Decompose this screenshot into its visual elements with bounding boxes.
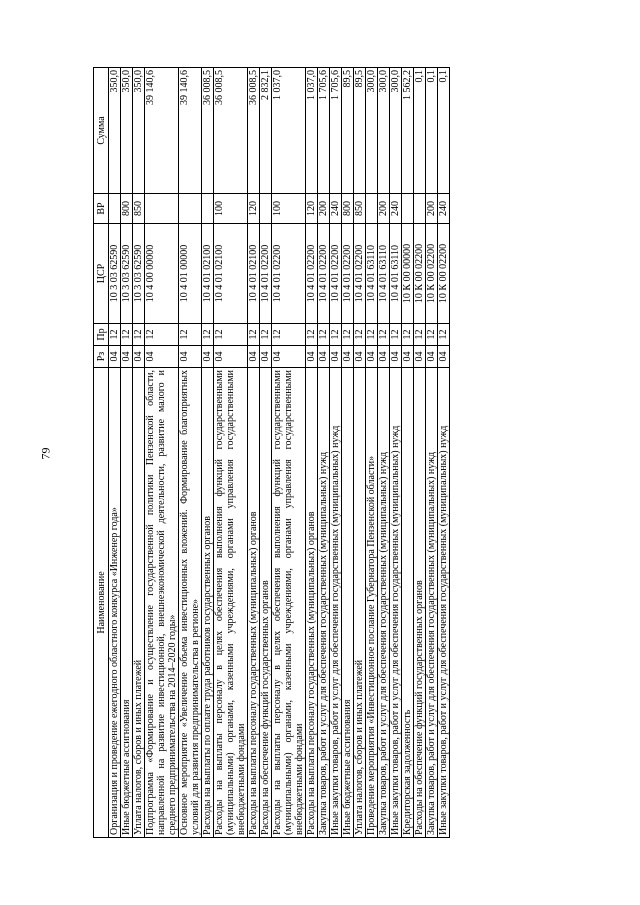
cell-sum: 39 140,6 xyxy=(145,68,179,194)
cell-name: Иные бюджетные ассигнования xyxy=(121,368,133,838)
cell-vr: 200 xyxy=(318,194,330,224)
cell-vr xyxy=(402,194,414,224)
cell-sum: 89,5 xyxy=(342,68,354,194)
cell-sum: 1 705,6 xyxy=(330,68,342,194)
cell-rz: 04 xyxy=(438,346,450,368)
cell-vr: 850 xyxy=(133,194,145,224)
cell-rz: 04 xyxy=(402,346,414,368)
cell-vr: 850 xyxy=(354,194,366,224)
table-row xyxy=(260,68,272,838)
cell-name: Иные бюджетные ассигнования xyxy=(342,368,354,838)
cell-name: Расходы на обеспечение функций государственных органов xyxy=(414,368,426,838)
table-row xyxy=(179,68,202,838)
budget-table xyxy=(93,67,450,838)
cell-sum: 0,1 xyxy=(438,68,450,194)
cell-pr: 12 xyxy=(366,324,378,346)
cell-name: Основное мероприятие «Увеличение объема инвестиционных вложений. Формирование благоприятных условий для развития предпринимательства в регионе» xyxy=(179,368,202,838)
cell-sum: 0,1 xyxy=(414,68,426,194)
cell-pr: 12 xyxy=(390,324,402,346)
cell-name: Расходы на выплаты персоналу государственных (муниципальных) органов xyxy=(306,368,318,838)
cell-name: Закупка товаров, работ и услуг для обеспечения государственных (муниципальных) нужд xyxy=(318,368,330,838)
cell-vr: 800 xyxy=(342,194,354,224)
cell-csr: 10 К 00 02200 xyxy=(438,224,450,324)
cell-csr: 10 4 01 63110 xyxy=(366,224,378,324)
cell-pr: 12 xyxy=(402,324,414,346)
cell-pr: 12 xyxy=(438,324,450,346)
header-pr: Пр xyxy=(94,324,109,346)
cell-rz: 04 xyxy=(145,346,179,368)
cell-rz: 04 xyxy=(109,346,121,368)
cell-rz: 04 xyxy=(378,346,390,368)
cell-rz: 04 xyxy=(426,346,438,368)
table-row xyxy=(121,68,133,838)
cell-vr: 240 xyxy=(438,194,450,224)
cell-name: Проведение мероприятия «Инвестиционное послание Губернатора Пензенской области» xyxy=(366,368,378,838)
cell-name: Иные закупки товаров, работ и услуг для обеспечения государственных (муниципальных) нужд xyxy=(390,368,402,838)
cell-csr: 10 4 01 02200 xyxy=(318,224,330,324)
cell-sum: 89,5 xyxy=(354,68,366,194)
cell-csr: 10 4 01 02200 xyxy=(260,224,272,324)
table-row xyxy=(306,68,318,838)
cell-pr: 12 xyxy=(330,324,342,346)
cell-vr: 240 xyxy=(330,194,342,224)
table-row xyxy=(330,68,342,838)
cell-name: Иные закупки товаров, работ и услуг для обеспечения государственных (муниципальных) нужд xyxy=(330,368,342,838)
cell-pr: 12 xyxy=(354,324,366,346)
cell-name: Расходы на выплаты персоналу государственных (муниципальных) органов xyxy=(248,368,260,838)
cell-sum: 300,0 xyxy=(366,68,378,194)
page-number: 79 xyxy=(38,447,53,460)
header-name: Наименование xyxy=(94,368,109,838)
table-header-row xyxy=(94,68,109,838)
cell-rz: 04 xyxy=(121,346,133,368)
table-row xyxy=(426,68,438,838)
cell-csr: 10 4 01 02200 xyxy=(330,224,342,324)
table-row xyxy=(390,68,402,838)
cell-name: Закупка товаров, работ и услуг для обеспечения государственных (муниципальных) нужд xyxy=(426,368,438,838)
cell-sum: 350,0 xyxy=(121,68,133,194)
cell-pr: 12 xyxy=(133,324,145,346)
table-row xyxy=(414,68,426,838)
table-row xyxy=(214,68,248,838)
header-csr: ЦСР xyxy=(94,224,109,324)
cell-rz: 04 xyxy=(354,346,366,368)
cell-rz: 04 xyxy=(414,346,426,368)
cell-vr xyxy=(202,194,214,224)
cell-pr: 12 xyxy=(342,324,354,346)
cell-rz: 04 xyxy=(318,346,330,368)
cell-vr: 120 xyxy=(306,194,318,224)
cell-name: Расходы на выплаты персоналу в целях обеспечения выполнения функций государственными (муниципальными) органами, казенными учреждениями, органами управления государственными внебюджетными фондами xyxy=(214,368,248,838)
cell-pr: 12 xyxy=(260,324,272,346)
cell-csr: 10 К 00 00000 xyxy=(402,224,414,324)
cell-pr: 12 xyxy=(145,324,179,346)
cell-rz: 04 xyxy=(330,346,342,368)
cell-vr: 200 xyxy=(378,194,390,224)
cell-rz: 04 xyxy=(306,346,318,368)
cell-sum: 0,1 xyxy=(426,68,438,194)
cell-pr: 12 xyxy=(272,324,306,346)
cell-rz: 04 xyxy=(248,346,260,368)
table-row xyxy=(378,68,390,838)
cell-sum: 1 705,6 xyxy=(318,68,330,194)
cell-vr: 800 xyxy=(121,194,133,224)
cell-csr: 10 4 01 02100 xyxy=(214,224,248,324)
cell-sum: 300,0 xyxy=(378,68,390,194)
header-rz: Рз xyxy=(94,346,109,368)
cell-pr: 12 xyxy=(248,324,260,346)
cell-csr: 10 4 01 02100 xyxy=(202,224,214,324)
cell-csr: 10 К 00 02200 xyxy=(426,224,438,324)
cell-csr: 10 К 00 02200 xyxy=(414,224,426,324)
cell-csr: 10 4 01 02200 xyxy=(342,224,354,324)
cell-vr xyxy=(414,194,426,224)
header-sum: Сумма xyxy=(94,68,109,194)
cell-csr: 10 4 01 63110 xyxy=(378,224,390,324)
cell-vr: 100 xyxy=(214,194,248,224)
cell-sum: 39 140,6 xyxy=(179,68,202,194)
table-row xyxy=(109,68,121,838)
cell-vr xyxy=(179,194,202,224)
budget-table-container xyxy=(93,68,553,838)
cell-rz: 04 xyxy=(390,346,402,368)
cell-csr: 10 4 00 00000 xyxy=(145,224,179,324)
cell-vr: 120 xyxy=(248,194,260,224)
header-vr: ВР xyxy=(94,194,109,224)
cell-csr: 10 3 03 62590 xyxy=(121,224,133,324)
cell-vr: 240 xyxy=(390,194,402,224)
cell-vr: 100 xyxy=(272,194,306,224)
table-row xyxy=(318,68,330,838)
table-row xyxy=(133,68,145,838)
cell-vr: 200 xyxy=(426,194,438,224)
cell-vr xyxy=(145,194,179,224)
cell-sum: 2 832,1 xyxy=(260,68,272,194)
cell-rz: 04 xyxy=(202,346,214,368)
cell-name: Организация и проведение ежегодного областного конкурса «Инженер года» xyxy=(109,368,121,838)
cell-vr xyxy=(260,194,272,224)
cell-name: Подпрограмма «Формирование и осуществление государственной политики Пензенской области, направленной на развитие инвестиционной, внешнеэкономической деятельности, развитие малого и среднего предпринимательства на 2014–2020 годы» xyxy=(145,368,179,838)
cell-name: Уплата налогов, сборов и иных платежей xyxy=(133,368,145,838)
table-row xyxy=(402,68,414,838)
table-row xyxy=(272,68,306,838)
cell-vr xyxy=(366,194,378,224)
cell-rz: 04 xyxy=(133,346,145,368)
cell-csr: 10 4 01 02200 xyxy=(306,224,318,324)
cell-name: Кредиторская задолженность xyxy=(402,368,414,838)
table-row xyxy=(366,68,378,838)
cell-sum: 1 037,0 xyxy=(272,68,306,194)
cell-rz: 04 xyxy=(179,346,202,368)
cell-rz: 04 xyxy=(260,346,272,368)
cell-pr: 12 xyxy=(202,324,214,346)
cell-csr: 10 4 01 00000 xyxy=(179,224,202,324)
cell-name: Закупка товаров, работ и услуг для обеспечения государственных (муниципальных) нужд xyxy=(378,368,390,838)
cell-name: Уплата налогов, сборов и иных платежей xyxy=(354,368,366,838)
cell-sum: 300,0 xyxy=(390,68,402,194)
cell-pr: 12 xyxy=(306,324,318,346)
cell-pr: 12 xyxy=(109,324,121,346)
cell-name: Расходы на обеспечение функций государственных органов xyxy=(260,368,272,838)
cell-name: Иные закупки товаров, работ и услуг для обеспечения государственных (муниципальных) нужд xyxy=(438,368,450,838)
cell-sum: 36 008,5 xyxy=(248,68,260,194)
cell-sum: 1 562,2 xyxy=(402,68,414,194)
table-row xyxy=(354,68,366,838)
cell-rz: 04 xyxy=(214,346,248,368)
table-row xyxy=(145,68,179,838)
cell-name: Расходы на выплаты по оплате труда работников государственных органов xyxy=(202,368,214,838)
table-row xyxy=(438,68,450,838)
cell-sum: 350,0 xyxy=(133,68,145,194)
cell-csr: 10 3 03 62590 xyxy=(133,224,145,324)
cell-sum: 36 008,5 xyxy=(202,68,214,194)
cell-rz: 04 xyxy=(272,346,306,368)
cell-pr: 12 xyxy=(179,324,202,346)
cell-pr: 12 xyxy=(426,324,438,346)
cell-sum: 1 037,0 xyxy=(306,68,318,194)
cell-pr: 12 xyxy=(121,324,133,346)
cell-sum: 36 008,5 xyxy=(214,68,248,194)
table-row xyxy=(248,68,260,838)
cell-pr: 12 xyxy=(378,324,390,346)
cell-sum: 350,0 xyxy=(109,68,121,194)
cell-pr: 12 xyxy=(318,324,330,346)
cell-name: Расходы на выплаты персоналу в целях обеспечения выполнения функций государственными (муниципальными) органами, казенными учреждениями, органами управления государственными внебюджетными фондами xyxy=(272,368,306,838)
table-row xyxy=(342,68,354,838)
table-row xyxy=(202,68,214,838)
cell-rz: 04 xyxy=(342,346,354,368)
cell-pr: 12 xyxy=(214,324,248,346)
cell-pr: 12 xyxy=(414,324,426,346)
cell-csr: 10 4 01 63110 xyxy=(390,224,402,324)
cell-rz: 04 xyxy=(366,346,378,368)
cell-csr: 10 3 03 62590 xyxy=(109,224,121,324)
cell-csr: 10 4 01 02200 xyxy=(354,224,366,324)
cell-csr: 10 4 01 02200 xyxy=(272,224,306,324)
cell-csr: 10 4 01 02100 xyxy=(248,224,260,324)
cell-vr xyxy=(109,194,121,224)
